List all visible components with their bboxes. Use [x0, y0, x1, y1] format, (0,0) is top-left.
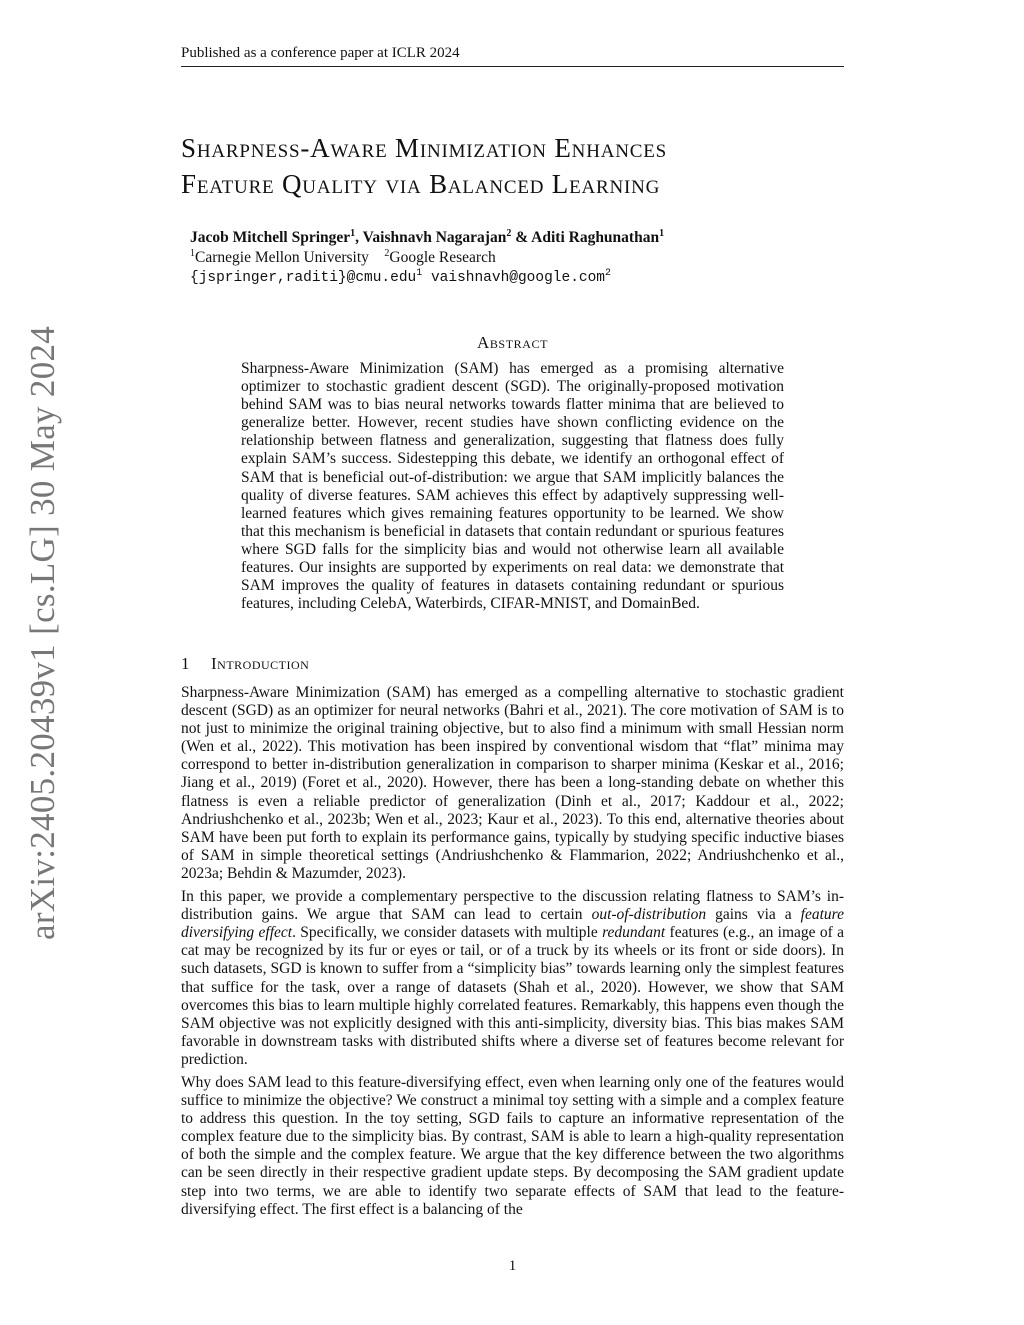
author-affiliation-mark: 1: [659, 227, 665, 239]
section-heading-introduction: [181, 654, 844, 674]
arxiv-identifier-stamp: arXiv:2405.20439v1 [cs.LG] 30 May 2024: [23, 325, 62, 940]
email-mark: 1: [416, 268, 423, 280]
emphasis-feature-diversifying: feature diversifying effect: [181, 906, 844, 942]
section-title: Introduction: [211, 654, 310, 673]
paragraph-1: Sharpness-Aware Minimization (SAM) has emerged as a compelling alternative to stochastic gradient descent (SGD) as an optimizer for neural networks (Bahri et al., 2021). The core motivation of SAM is to not just to minimize the original training objective, but to also find a minimum with small Hessian norm (Wen et al., 2022). This motivation has been inspired by conventional wisdom that “flat” minima may correspond to better in-distribution generalization in comparison to sharper minima (Keskar et al., 2016; Jiang et al., 2019) (Foret et al., 2020). However, there has been a long-standing debate on whether this flatness is even a reliable predictor of generalization (Dinh et al., 2017; Kaddour et al., 2022; Andriushchenko et al., 2023b; Wen et al., 2023; Kaur et al., 2023). To this end, alternative theories about SAM have been put forth to explain its performance gains, typically by studying specific inductive biases of SAM in simple theoretical settings (Andriushchenko & Flammarion, 2022; Andriushchenko et al., 2023a; Behdin & Mazumder, 2023).: [181, 684, 844, 882]
affiliation-google: Google Research: [389, 249, 496, 266]
running-header: [181, 44, 844, 67]
email-google: vaishnavh@google.com: [430, 270, 605, 286]
section-number: 1: [181, 654, 190, 673]
paper-title-line-1: Sharpness-Aware Minimization Enhances: [181, 133, 667, 163]
affiliation-mark: 2: [384, 247, 390, 259]
author-block: [190, 228, 830, 288]
author-separator: &: [511, 229, 532, 246]
emphasis-redundant: redundant: [602, 924, 666, 942]
affiliation-mark: 1: [190, 247, 195, 259]
author-name: Aditi Raghunathan: [531, 229, 660, 246]
running-header-text: Published as a conference paper at ICLR 2024: [181, 45, 460, 61]
author-affiliation-mark: 2: [506, 227, 512, 239]
paper-title: [181, 130, 844, 202]
author-separator: ,: [355, 229, 363, 246]
abstract-heading: Abstract: [476, 333, 549, 352]
paragraph-2: [181, 888, 844, 1069]
paragraph-3: Why does SAM lead to this feature-diversifying effect, even when learning only one of the features would suffice to minimize the objective? We construct a minimal toy setting with a simple and a complex feature to address this question. In the toy setting, SGD fails to capture an informative representation of the complex feature due to the simplicity bias. By contrast, SAM is able to learn a high-quality representation of both the simple and the complex feature. We argue that the key difference between the two algorithms can be seen directly in their respective gradient update steps. By decomposing the SAM gradient update step into two terms, we are able to identify two separate effects of SAM that lead to the feature-diversifying effect. The first effect is a balancing of the: [181, 1073, 844, 1218]
author-name: Vaishnavh Nagarajan: [362, 229, 507, 246]
paragraph-2-text: In this paper, we provide a complementary perspective to the discussion relating flatness to SAM’s in-distribution gains. We argue that SAM can lead to certain: [181, 888, 844, 924]
paragraph-2-text: . Specifically, we consider datasets with multiple: [292, 924, 603, 942]
page-number: 1: [508, 1258, 517, 1274]
author-affiliation-mark: 1: [350, 227, 356, 239]
author-names: [190, 228, 830, 248]
paragraph-2-text: gains via a: [706, 906, 801, 924]
affiliation-cmu: Carnegie Mellon University: [195, 249, 369, 266]
author-emails: [190, 268, 830, 288]
paragraph-2-text: features (e.g., an image of a cat may be recognized by its fur or eyes or tail, or of a truck by its wheels or its front or side doors). In such datasets, SGD is known to suffer from a “simplicity bias” towards learning only the simplest features that suffice for the task, over a range of datasets (Shah et al., 2020). However, we show that SAM overcomes this bias to learn multiple highly correlated features. Remarkably, this happens even though the SAM objective was not explicitly designed with this anti-simplicity, diversity bias. This bias makes SAM favorable in downstream tasks with distributed shifts where a diverse set of features become relevant for prediction.: [181, 924, 844, 1068]
email-mark: 2: [605, 268, 612, 280]
introduction-body: [181, 684, 844, 1224]
author-name: Jacob Mitchell Springer: [190, 229, 351, 246]
affiliations: [190, 248, 830, 268]
email-cmu: {jspringer,raditi}@cmu.edu: [190, 270, 417, 286]
abstract-text: Sharpness-Aware Minimization (SAM) has emerged as a promising alternative optimizer to stochastic gradient descent (SGD). The originally-proposed motivation behind SAM was to bias neural networks towards flatter minima that are believed to generalize better. However, recent studies have shown conflicting evidence on the relationship between flatness and generalization, suggesting that flatness does fully explain SAM’s success. Sidestepping this debate, we identify an orthogonal effect of SAM that is beneficial out-of-distribution: we argue that SAM implicitly balances the quality of diverse features. SAM achieves this effect by adaptively suppressing well-learned features which gives remaining features opportunity to be learned. We show that this mechanism is beneficial in datasets that contain redundant or spurious features where SGD falls for the simplicity bias and would not otherwise learn all available features. Our insights are supported by experiments on real data: we demonstrate that SAM improves the quality of features in datasets containing redundant or spurious features, including CelebA, Waterbirds, CIFAR-MNIST, and DomainBed.: [241, 360, 784, 613]
paper-title-line-2: Feature Quality via Balanced Learning: [181, 169, 661, 199]
emphasis-ood: out-of-distribution: [591, 906, 707, 924]
